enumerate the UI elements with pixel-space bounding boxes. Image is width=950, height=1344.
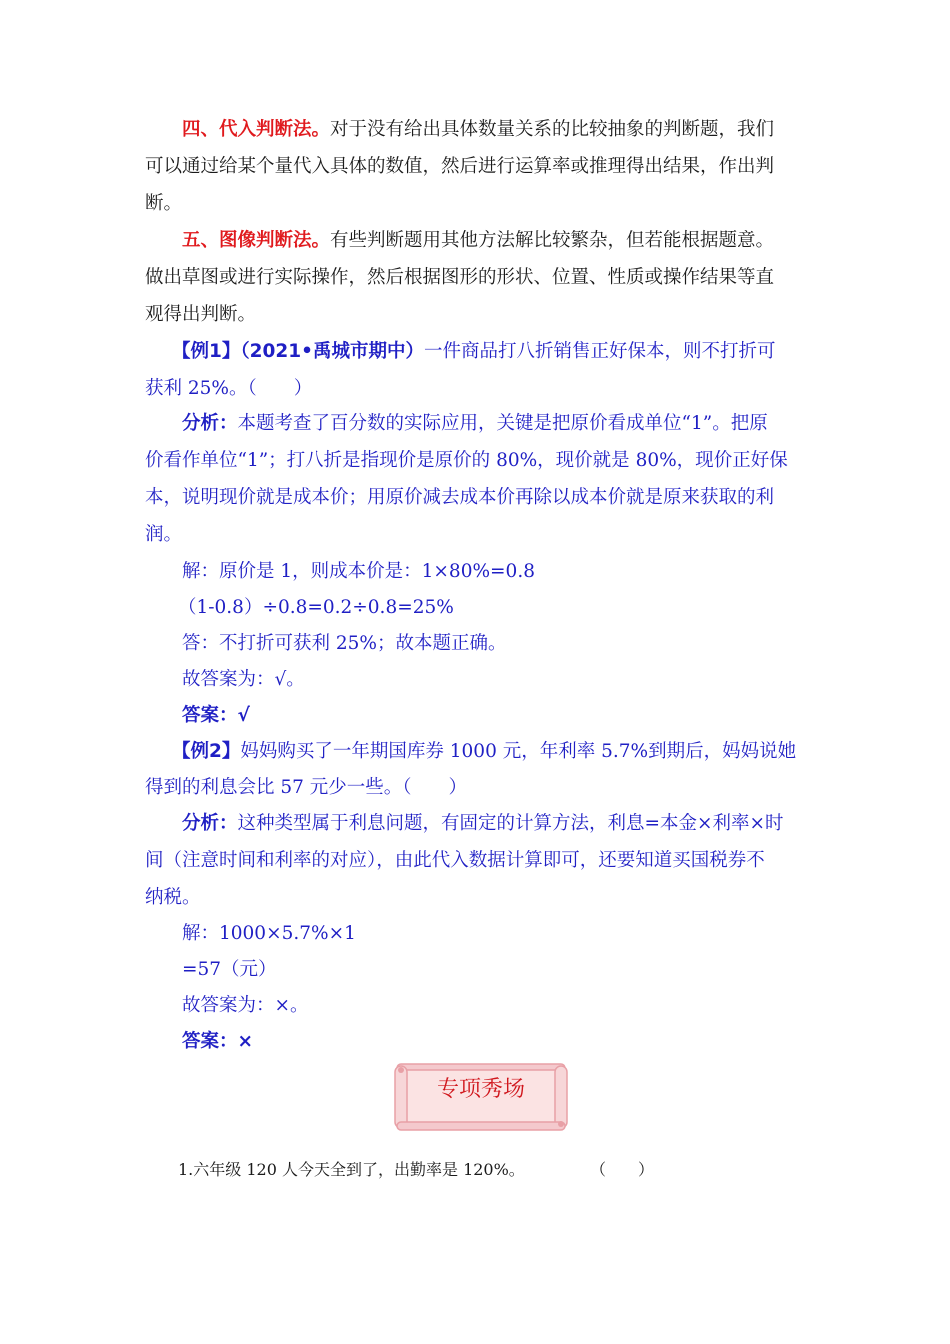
example-2-analysis-line-3: 纳税。 bbox=[145, 887, 201, 908]
example-1-solution-line-2: （1-0.8）÷0.8=0.2÷0.8=25% bbox=[178, 597, 454, 618]
example-1-analysis-text: 本题考查了百分数的实际应用，关键是把原价看成单位“1”。把原 bbox=[237, 413, 768, 434]
example-2-analysis-line-1 bbox=[182, 806, 852, 842]
example-2-solution-line-1: 解：1000×5.7%×1 bbox=[182, 923, 356, 944]
example-1-solution-line-3: 答：不打折可获利 25%；故本题正确。 bbox=[182, 633, 507, 654]
section-5-line-3: 观得出判断。 bbox=[145, 304, 257, 325]
example-2-question: 妈妈购买了一年期国库券 1000 元，年利率 5.7%到期后，妈妈说她 bbox=[240, 741, 797, 762]
example-2-question-line-2: 得到的利息会比 57 元少一些。（ ） bbox=[145, 777, 468, 798]
example-2-solution-line-2: =57（元） bbox=[182, 959, 277, 980]
example-1-question: 一件商品打八折销售正好保本，则不打折可 bbox=[423, 341, 776, 362]
example-1-analysis-label: 分析： bbox=[182, 413, 238, 434]
example-1-source: （2021•禹城市期中） bbox=[240, 341, 424, 362]
section-5-line-1 bbox=[182, 223, 852, 259]
example-1-tag: 【例1】 bbox=[172, 341, 241, 362]
section-5-text: 有些判断题用其他方法解比较繁杂，但若能根据题意。 bbox=[330, 230, 775, 251]
example-2-analysis-text: 这种类型属于利息问题，有固定的计算方法，利息=本金×利率×时 bbox=[237, 813, 784, 834]
example-2-analysis-label: 分析： bbox=[182, 813, 238, 834]
section-4-heading: 四、代入判断法。 bbox=[182, 119, 331, 140]
example-1-question-line-1 bbox=[172, 334, 842, 370]
example-1-analysis-line-3: 本，说明现价就是成本价；用原价减去成本价再除以成本价就是原来获取的利 bbox=[145, 487, 775, 508]
example-2-question-line-1 bbox=[172, 734, 842, 770]
question-1-text: 1.六年级 120 人今天全到了，出勤率是 120%。 bbox=[178, 1160, 525, 1179]
question-1-answer-blank: （ ） bbox=[590, 1160, 655, 1179]
example-2-tag: 【例2】 bbox=[172, 741, 241, 762]
example-2-analysis-line-2: 间（注意时间和利率的对应），由此代入数据计算即可，还要知道买国税券不 bbox=[145, 850, 765, 871]
section-4-line-1 bbox=[182, 112, 852, 148]
example-1-analysis-line-1 bbox=[182, 406, 852, 442]
section-5-line-2: 做出草图或进行实际操作，然后根据图形的形状、位置、性质或操作结果等直 bbox=[145, 267, 775, 288]
example-1-solution-line-1: 解：原价是 1，则成本价是：1×80%=0.8 bbox=[182, 561, 535, 582]
example-2-solution-line-3: 故答案为：×。 bbox=[182, 995, 309, 1016]
example-1-answer: 答案：√ bbox=[182, 705, 250, 726]
example-1-analysis-line-2: 价看作单位“1”；打八折是指现价是原价的 80%，现价就是 80%，现价正好保 bbox=[145, 450, 788, 471]
section-4-text: 对于没有给出具体数量关系的比较抽象的判断题，我们 bbox=[330, 119, 775, 140]
example-1-analysis-line-4: 润。 bbox=[145, 524, 183, 545]
section-4-line-2: 可以通过给某个量代入具体的数值，然后进行运算率或推理得出结果，作出判 bbox=[145, 156, 775, 177]
section-5-heading: 五、图像判断法。 bbox=[182, 230, 331, 251]
section-banner bbox=[391, 1062, 571, 1132]
example-1-question-line-2: 获利 25%。（ ） bbox=[145, 378, 313, 399]
example-2-answer: 答案：× bbox=[182, 1031, 254, 1052]
section-4-line-3: 断。 bbox=[145, 193, 183, 214]
example-1-solution-line-4: 故答案为：√。 bbox=[182, 669, 305, 690]
banner-title: 专项秀场 bbox=[436, 1077, 525, 1102]
